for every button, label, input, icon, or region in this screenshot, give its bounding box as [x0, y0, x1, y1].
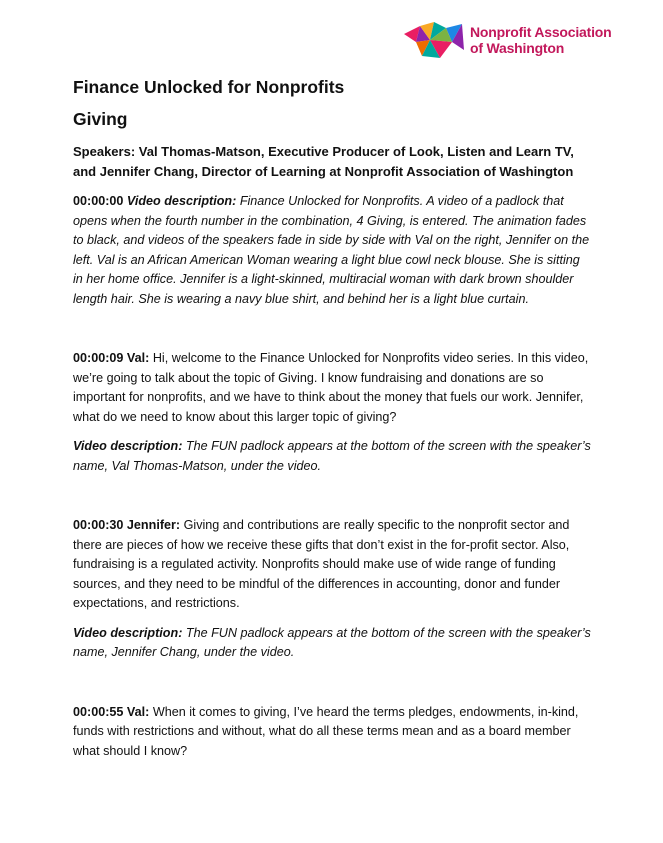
- description-label: Video description:: [126, 194, 237, 208]
- description-label: Video description:: [73, 439, 183, 453]
- video-description-block: [73, 192, 593, 309]
- transcript-entry: [73, 349, 593, 427]
- speaker-name: Jennifer:: [126, 518, 181, 532]
- transcript-text: Giving and contributions are really specific to the nonprofit sector and there are pieces of how we receive these gifts that don’t exist in the for-profit sector. Also, fundraising is a regulated activity. Nonprofits should make use of wide range of funding sources, and they need to be mindful of the differences in accounting, donor and funder expectations, and restrictions.: [73, 518, 570, 610]
- timestamp: 00:00:00: [73, 194, 124, 208]
- transcript-text: Hi, welcome to the Finance Unlocked for Nonprofits video series. In this video, we’re going to talk about the topic of Giving. I know fundraising and donations are so important for nonprofits, and we have to think about the money that fuels our work. Jennifer, what do we need to know about this larger topic of giving?: [73, 351, 589, 424]
- logo-mark-icon: [402, 20, 464, 60]
- transcript-text: When it comes to giving, I’ve heard the terms pledges, endowments, in-kind, funds with restrictions and without, what do all these terms mean and as a board member what should I know?: [73, 704, 579, 758]
- video-description-block: [73, 624, 593, 663]
- timestamp: 00:00:30: [73, 518, 124, 532]
- description-text: The FUN padlock appears at the bottom of the screen with the speaker’s name, Jennifer Chang, under the video.: [73, 625, 591, 659]
- transcript-entry: [73, 516, 593, 614]
- logo-line-1: Nonprofit Association: [470, 24, 612, 40]
- timestamp: 00:00:55: [73, 704, 124, 719]
- document-subtitle: Giving: [73, 109, 128, 129]
- timestamp: 00:00:09: [73, 351, 124, 365]
- organization-logo: [402, 20, 612, 60]
- description-label: Video description:: [73, 625, 183, 640]
- speakers-line: Speakers: Val Thomas-Matson, Executive Producer of Look, Listen and Learn TV, and Jennifer Chang, Director of Learning at Nonprofit Association of Washington: [73, 144, 574, 179]
- speaker-name: Val:: [126, 704, 150, 719]
- speaker-name: Val:: [126, 351, 150, 365]
- logo-line-2: of Washington: [470, 40, 565, 56]
- logo-wordmark: [470, 24, 612, 56]
- description-text: Finance Unlocked for Nonprofits. A video of a padlock that opens when the fourth number in the combination, 4 Giving, is entered. The animation fades to black, and videos of the speakers fade in side by side with Val on the right, Jennifer on the left. Val is an African American Woman wearing a light blue cowl neck blouse. She is sitting in her home office. Jennifer is a light-skinned, multiracial woman with dark brown shoulder length hair. She is wearing a navy blue shirt, and behind her is a light blue curtain.: [73, 194, 590, 306]
- description-text: The FUN padlock appears at the bottom of the screen with the speaker’s name, Val Thomas-Matson, under the video.: [73, 439, 591, 473]
- transcript-content: [73, 76, 593, 771]
- document-title: Finance Unlocked for Nonprofits: [73, 77, 345, 97]
- video-description-block: [73, 437, 593, 476]
- transcript-entry: [73, 703, 593, 762]
